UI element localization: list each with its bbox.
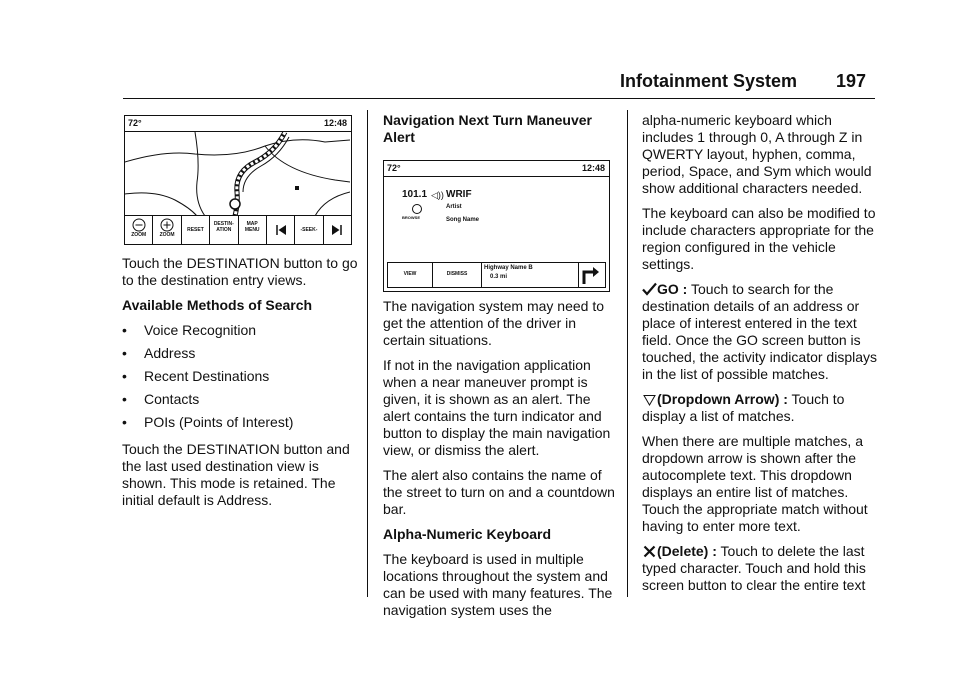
bullet-item bbox=[122, 322, 362, 339]
col2-heading-2: Alpha-Numeric Keyboard bbox=[383, 526, 552, 542]
bullet-text: Address bbox=[144, 345, 196, 361]
bullet-item bbox=[122, 345, 362, 362]
go-label: GO : bbox=[657, 281, 688, 297]
reset-button[interactable]: RESET bbox=[182, 216, 210, 244]
seek-back-button[interactable] bbox=[267, 216, 295, 244]
map-menu-label-2: MENU bbox=[244, 227, 260, 233]
alert-bar bbox=[387, 262, 606, 288]
column-3-text bbox=[642, 112, 882, 602]
skip-back-icon bbox=[275, 224, 287, 236]
go-description bbox=[642, 281, 882, 383]
bullet-mark: • bbox=[122, 391, 127, 407]
artist-label: Artist bbox=[446, 204, 462, 210]
col3-paragraph-1: alpha-numeric keyboard which includes 1 through 0, A through Z in QWERTY layout, hyphen, comma, period, Space, and Sym which would show additional characters needed. bbox=[642, 112, 872, 196]
map-menu-button[interactable] bbox=[239, 216, 267, 244]
map-time: 12:48 bbox=[323, 118, 347, 128]
delete-label: (Delete) : bbox=[657, 543, 717, 559]
map-menu-label-1: MAP bbox=[246, 221, 258, 227]
alert-street-name: Highway Name B bbox=[484, 265, 533, 271]
zoom-out-button[interactable] bbox=[125, 216, 153, 244]
turn-indicator bbox=[579, 263, 605, 287]
map-temperature: 72° bbox=[128, 118, 142, 128]
song-label: Song Name bbox=[446, 217, 480, 223]
zoom-out-icon bbox=[132, 218, 146, 232]
col1-paragraph-1: Touch the DESTINATION button to go to the destination entry views. bbox=[122, 255, 358, 288]
destination-button[interactable] bbox=[210, 216, 238, 244]
page-header-title: Infotainment System bbox=[620, 71, 798, 91]
dropdown-description bbox=[642, 391, 882, 425]
bullet-text: Voice Recognition bbox=[144, 322, 257, 338]
col2-heading: Navigation Next Turn Maneuver Alert bbox=[383, 112, 593, 145]
destination-label-1: DESTIN- bbox=[213, 221, 234, 227]
dropdown-label: (Dropdown Arrow) : bbox=[657, 391, 788, 407]
col1-heading: Available Methods of Search bbox=[122, 297, 313, 313]
column-2-heading-block bbox=[383, 112, 615, 146]
seek-label: -SEEK- bbox=[295, 216, 323, 244]
bullet-item bbox=[122, 391, 362, 408]
dropdown-text: Touch to display a list of matches. bbox=[642, 391, 845, 424]
zoom-in-icon bbox=[160, 218, 174, 232]
browse-icon[interactable] bbox=[412, 204, 422, 214]
column-1-text bbox=[122, 255, 362, 517]
alert-street-info bbox=[482, 263, 579, 287]
bullet-mark: • bbox=[122, 368, 127, 384]
bullet-text: Contacts bbox=[144, 391, 200, 407]
bullet-item bbox=[122, 368, 362, 385]
col3-paragraph-2: The keyboard can also be modified to include characters appropriate for the region configured in the vehicle settings. bbox=[642, 205, 876, 272]
skip-forward-icon bbox=[331, 224, 343, 236]
col2-paragraph-3: The alert also contains the name of the street to turn on and a countdown bar. bbox=[383, 467, 615, 517]
map-button-bar bbox=[125, 215, 351, 244]
turn-right-icon bbox=[579, 263, 603, 285]
zoom-out-label: ZOOM bbox=[131, 232, 147, 238]
zoom-in-label: ZOOM bbox=[159, 232, 175, 238]
alert-time: 12:48 bbox=[581, 163, 605, 173]
alert-distance: 0.3 mi bbox=[490, 274, 508, 280]
zoom-in-button[interactable] bbox=[153, 216, 181, 244]
station-frequency: 101.1 bbox=[402, 189, 428, 200]
bullet-mark: • bbox=[122, 414, 127, 430]
column-separator-1 bbox=[367, 110, 368, 597]
alert-temperature: 72° bbox=[387, 163, 401, 173]
map-screen-illustration bbox=[124, 115, 352, 245]
alert-view-button[interactable]: VIEW bbox=[388, 263, 433, 287]
col2-paragraph-4: The keyboard is used in multiple locations throughout the system and can be used with many features. The navigation system uses the bbox=[383, 551, 613, 618]
alert-dismiss-button[interactable]: DISMISS bbox=[433, 263, 482, 287]
dropdown-arrow-icon bbox=[642, 394, 657, 406]
bullet-text: POIs (Points of Interest) bbox=[144, 414, 294, 430]
radio-signal-icon: ◁)) bbox=[431, 190, 444, 200]
alert-status-rule bbox=[384, 176, 609, 177]
map-roads-graphic bbox=[125, 132, 350, 216]
bullet-mark: • bbox=[122, 345, 127, 361]
page-number: 197 bbox=[836, 71, 867, 91]
destination-label-2: ATION bbox=[216, 227, 232, 233]
browse-label: BROWSE bbox=[402, 215, 420, 220]
seek-forward-button[interactable] bbox=[324, 216, 351, 244]
column-2-text bbox=[383, 298, 615, 627]
column-separator-2 bbox=[627, 110, 628, 597]
bullet-item bbox=[122, 414, 362, 431]
col1-paragraph-2: Touch the DESTINATION button and the last used destination view is shown. This mode is retained. The initial default is Address. bbox=[122, 441, 350, 508]
checkmark-icon bbox=[642, 282, 657, 296]
col2-paragraph-2: If not in the navigation application when a near maneuver prompt is given, it is shown as an alert. The alert contains the turn indicator and button to display the main navigation view, or dismiss the alert. bbox=[383, 357, 611, 458]
alert-screen-illustration bbox=[383, 160, 610, 292]
col3-paragraph-3: When there are multiple matches, a dropdown arrow is shown after the autocomplete text. This dropdown displays an entire list of matches. Touch the appropriate match without having to enter more text. bbox=[642, 433, 868, 534]
station-name: WRIF bbox=[446, 189, 472, 200]
go-text: Touch to search for the destination details of an address or place of interest entered in the text field. Once the GO screen button is touched, the activity indicator displays in the list of possible matches. bbox=[642, 281, 878, 382]
bullet-text: Recent Destinations bbox=[144, 368, 270, 384]
delete-x-icon bbox=[642, 545, 657, 558]
header-rule bbox=[123, 98, 875, 99]
delete-description bbox=[642, 543, 882, 594]
col2-paragraph-1: The navigation system may need to get the attention of the driver in certain situations. bbox=[383, 298, 605, 348]
delete-text: Touch to delete the last typed character. Touch and hold this screen button to clear the entire text bbox=[642, 543, 866, 593]
bullet-mark: • bbox=[122, 322, 127, 338]
